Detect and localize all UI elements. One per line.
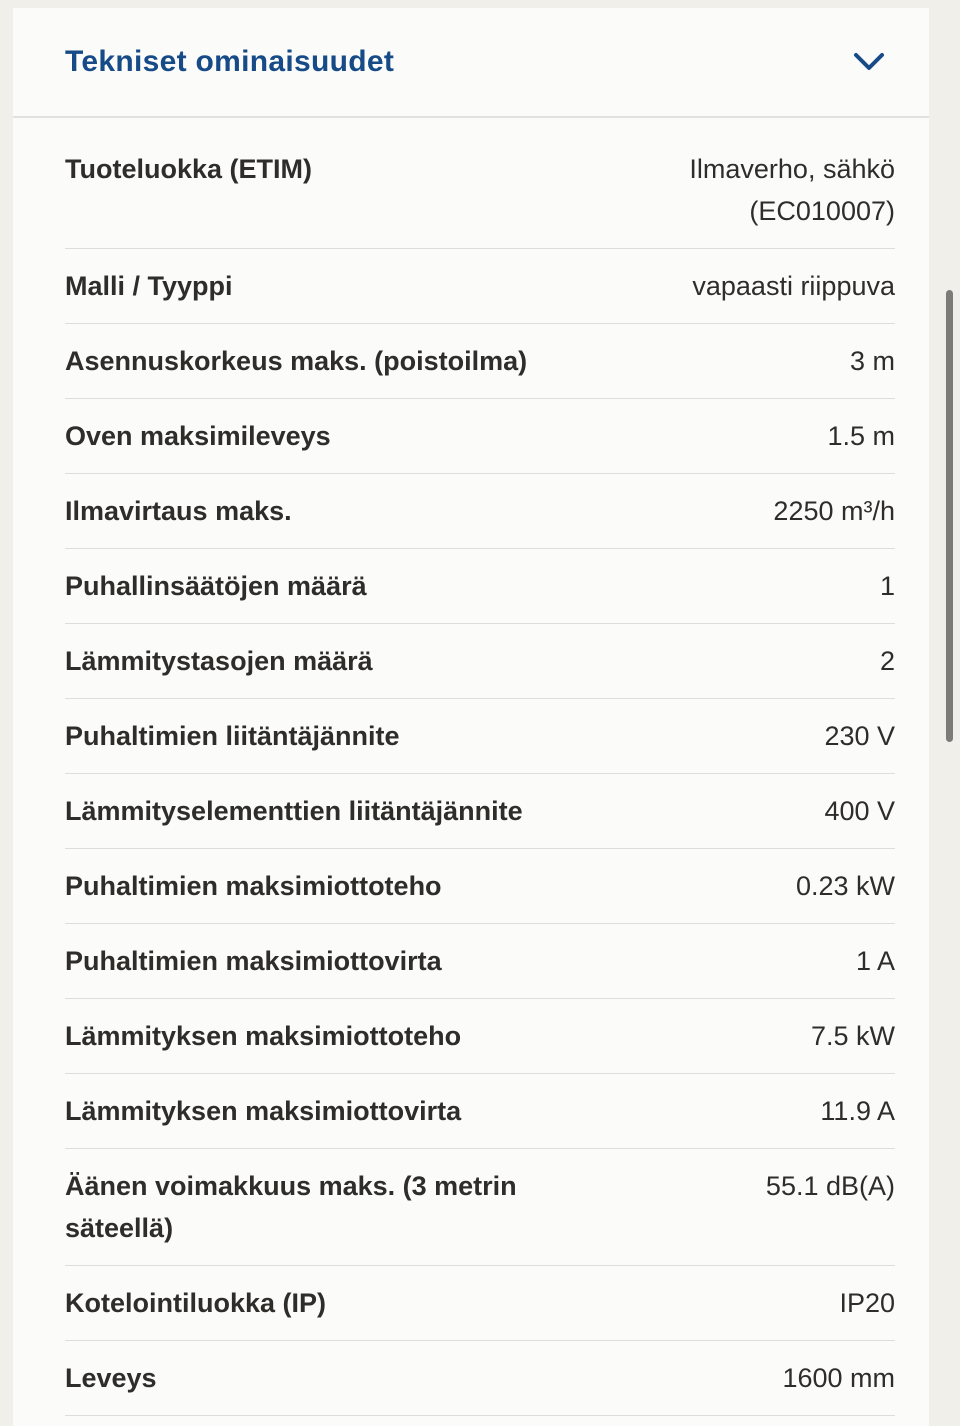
spec-row: [65, 624, 895, 699]
chevron-down-icon[interactable]: [853, 52, 885, 72]
spec-value: 11.9 A: [820, 1096, 895, 1126]
spec-value: 1 A: [855, 946, 895, 976]
spec-label: Puhaltimien maksimiottoteho: [65, 871, 442, 901]
spec-row: [65, 132, 895, 249]
spec-row: [65, 924, 895, 999]
spec-value: 230 V: [824, 721, 895, 751]
spec-value: IP20: [839, 1288, 895, 1318]
spec-rows: [13, 118, 929, 1416]
spec-label: Ilmavirtaus maks.: [65, 496, 292, 526]
spec-value: 1: [879, 571, 895, 601]
spec-value: 3 m: [849, 346, 895, 376]
technical-specs-card: [13, 8, 929, 1426]
spec-value: 1600 mm: [782, 1363, 895, 1393]
spec-row: [65, 1341, 895, 1416]
spec-value: 400 V: [824, 796, 895, 826]
spec-row: [65, 249, 895, 324]
spec-label: Leveys: [65, 1363, 157, 1393]
spec-row: [65, 1074, 895, 1149]
spec-value: 2250 m³/h: [773, 496, 895, 526]
section-header-tekniset-ominaisuudet[interactable]: [13, 8, 929, 118]
spec-value: 1.5 m: [827, 421, 895, 451]
spec-label: Lämmityksen maksimiottoteho: [65, 1021, 462, 1051]
spec-label: Lämmitystasojen määrä: [65, 646, 373, 676]
spec-value: 55.1 dB(A): [765, 1171, 895, 1201]
spec-row: [65, 999, 895, 1074]
spec-label: Oven maksimileveys: [65, 421, 331, 451]
spec-value: vapaasti riippuva: [692, 271, 895, 301]
spec-label: Puhaltimien liitäntäjännite: [65, 721, 400, 751]
spec-row: [65, 1149, 895, 1266]
spec-row: [65, 474, 895, 549]
section-title: Tekniset ominaisuudet: [65, 45, 395, 78]
spec-value: 2: [879, 646, 895, 676]
spec-label: Tuoteluokka (ETIM): [65, 154, 312, 184]
spec-label: Kotelointiluokka (IP): [65, 1288, 327, 1318]
spec-row: [65, 774, 895, 849]
spec-row: [65, 699, 895, 774]
spec-value: 0.23 kW: [795, 871, 895, 901]
spec-label: Lämmityselementtien liitäntäjännite: [65, 796, 523, 826]
spec-label: Asennuskorkeus maks. (poistoilma): [65, 346, 528, 376]
spec-label: Lämmityksen maksimiottovirta: [65, 1096, 462, 1126]
spec-row: [65, 849, 895, 924]
spec-value: Ilmaverho, sähkö (EC010007): [689, 154, 895, 226]
spec-label: Puhallinsäätöjen määrä: [65, 571, 367, 601]
scrollbar-thumb[interactable]: [946, 290, 953, 742]
spec-row: [65, 1266, 895, 1341]
spec-row: [65, 324, 895, 399]
spec-label: Äänen voimakkuus maks. (3 metrin säteellä): [65, 1171, 517, 1243]
spec-row: [65, 549, 895, 624]
spec-row: [65, 399, 895, 474]
spec-label: Puhaltimien maksimiottovirta: [65, 946, 442, 976]
spec-label: Malli / Tyyppi: [65, 271, 233, 301]
spec-value: 7.5 kW: [810, 1021, 895, 1051]
